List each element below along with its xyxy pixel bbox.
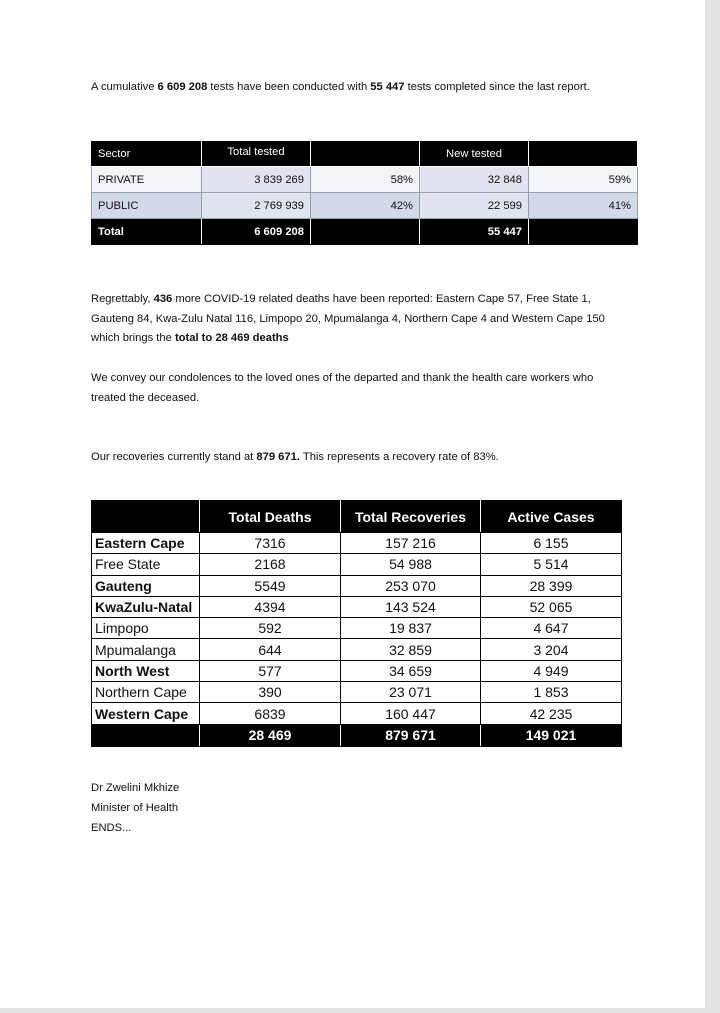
province-name: Eastern Cape: [92, 533, 200, 554]
active-cases-cell: 28 399: [481, 575, 622, 596]
deaths-paragraph: [91, 290, 621, 349]
deaths-cell: 592: [200, 618, 341, 639]
recovery-text: This represents a recovery rate of 83%.: [299, 451, 499, 463]
deaths-text: Regrettably,: [91, 293, 154, 305]
ends-marker: ENDS...: [91, 822, 132, 834]
recoveries-cell: 143 524: [341, 596, 481, 617]
province-name: Free State: [92, 554, 200, 575]
recoveries-cell: 157 216: [341, 533, 481, 554]
footer-total-deaths: 28 469: [200, 724, 341, 746]
signatory-name: Dr Zwelini Mkhize: [91, 782, 180, 794]
deaths-cell: 390: [200, 682, 341, 703]
deaths-cell: 577: [200, 660, 341, 681]
recoveries-cell: 34 659: [341, 660, 481, 681]
active-cases-cell: 6 155: [481, 533, 622, 554]
total-deaths-text: total to 28 469 deaths: [174, 332, 289, 344]
header-blank: [529, 141, 638, 167]
province-name: Limpopo: [92, 618, 200, 639]
active-cases-cell: 4 949: [481, 660, 622, 681]
recoveries-cell: 32 859: [341, 639, 481, 660]
active-cases-cell: 42 235: [481, 703, 622, 724]
recoveries-value: 879 671.: [256, 451, 300, 463]
table-row: [92, 682, 622, 703]
recoveries-cell: 19 837: [341, 618, 481, 639]
province-name: Gauteng: [92, 575, 200, 596]
condolence-paragraph: We convey our condolences to the loved ones of the departed and thank the health care workers who treated the deceased.: [91, 372, 594, 404]
footer-total-recoveries: 879 671: [341, 724, 481, 746]
footer-blank: [311, 219, 420, 245]
province-table: [91, 500, 622, 747]
active-cases-cell: 52 065: [481, 596, 622, 617]
active-cases-cell: 4 647: [481, 618, 622, 639]
recoveries-cell: 54 988: [341, 554, 481, 575]
intro-text: tests have been conducted with: [207, 81, 371, 93]
table-row: [92, 193, 638, 219]
province-table-body: [92, 533, 622, 725]
footer-label: [92, 724, 200, 746]
deaths-cell: 5549: [200, 575, 341, 596]
sector-cell: PUBLIC: [92, 193, 202, 219]
signatory-title: Minister of Health: [91, 802, 179, 814]
recovery-paragraph: [91, 448, 631, 468]
footer-blank: [529, 219, 638, 245]
deaths-text: more COVID-19 related deaths have been reported: Eastern Cape 57, Free State 1, Gauteng 84, Kwa-Zulu Natal 116, Limpopo 20, Mpumalanga 4, Northern Cape 4 and Western Cape 150 which brings the: [91, 293, 605, 344]
table-row: [92, 167, 638, 193]
new-tested-cell: 32 848: [420, 167, 529, 193]
province-name: Mpumalanga: [92, 639, 200, 660]
header-sector: Sector: [92, 141, 202, 167]
province-table-header: [92, 501, 622, 533]
table-row: [92, 618, 622, 639]
header-blank: [311, 141, 420, 167]
header-active-cases: Active Cases: [481, 501, 622, 533]
new-deaths-value: 436: [153, 293, 173, 305]
deaths-cell: 7316: [200, 533, 341, 554]
province-name: Western Cape: [92, 703, 200, 724]
active-cases-cell: 1 853: [481, 682, 622, 703]
deaths-cell: 2168: [200, 554, 341, 575]
tests-table-header: [92, 141, 638, 167]
header-total-tested: Total tested: [202, 141, 311, 167]
header-total-recoveries: Total Recoveries: [341, 501, 481, 533]
header-new-tested: New tested: [420, 141, 529, 167]
tests-table: [91, 140, 638, 245]
province-name: North West: [92, 660, 200, 681]
table-row: [92, 596, 622, 617]
total-tested-cell: 2 769 939: [202, 193, 311, 219]
sector-cell: PRIVATE: [92, 167, 202, 193]
new-pct-cell: 41%: [529, 193, 638, 219]
intro-paragraph: [91, 78, 611, 98]
recovery-text: Our recoveries currently stand at: [91, 451, 257, 463]
new-tests-value: 55 447: [370, 81, 405, 93]
deaths-cell: 6839: [200, 703, 341, 724]
new-pct-cell: 59%: [529, 167, 638, 193]
recoveries-cell: 23 071: [341, 682, 481, 703]
new-tested-cell: 22 599: [420, 193, 529, 219]
table-row: [92, 554, 622, 575]
recoveries-cell: 253 070: [341, 575, 481, 596]
header-total-deaths: Total Deaths: [200, 501, 341, 533]
total-tested-cell: 3 839 269: [202, 167, 311, 193]
tests-table-footer: [92, 219, 638, 245]
active-cases-cell: 3 204: [481, 639, 622, 660]
table-row: [92, 533, 622, 554]
footer-new-tested: 55 447: [420, 219, 529, 245]
province-name: KwaZulu-Natal: [92, 596, 200, 617]
total-pct-cell: 58%: [311, 167, 420, 193]
deaths-cell: 4394: [200, 596, 341, 617]
cumulative-tests-value: 6 609 208: [157, 81, 208, 93]
footer-total-tested: 6 609 208: [202, 219, 311, 245]
intro-text: tests completed since the last report.: [404, 81, 590, 93]
province-table-footer: [92, 724, 622, 746]
signature-block: [91, 778, 179, 838]
table-row: [92, 639, 622, 660]
intro-text: A cumulative: [91, 81, 158, 93]
table-row: [92, 575, 622, 596]
table-row: [92, 660, 622, 681]
footer-active-cases: 149 021: [481, 724, 622, 746]
active-cases-cell: 5 514: [481, 554, 622, 575]
table-row: [92, 703, 622, 724]
recoveries-cell: 160 447: [341, 703, 481, 724]
total-pct-cell: 42%: [311, 193, 420, 219]
footer-label: Total: [92, 219, 202, 245]
deaths-cell: 644: [200, 639, 341, 660]
header-province: [92, 501, 200, 533]
province-name: Northern Cape: [92, 682, 200, 703]
